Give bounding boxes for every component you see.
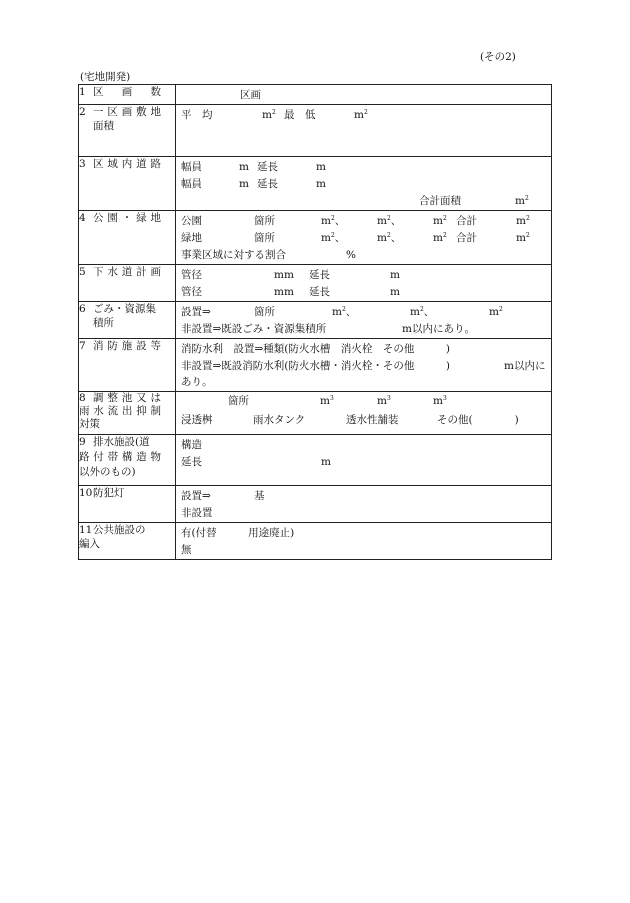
row-sewer [79, 265, 552, 302]
ratio-unit: % [346, 249, 356, 261]
row-public-facility [79, 523, 552, 560]
value-lot-count[interactable] [176, 85, 552, 105]
value-public-facility[interactable]: 有(付替 用途廃止) 無 [176, 523, 552, 560]
label-garbage: 6 ごみ・資源集 積所 [79, 302, 176, 339]
value-retention[interactable]: 箇所 $m^3$ $m^3$ $m^3$ 浸透桝 雨水タンク 透水性舗装 その他( ) [176, 392, 552, 435]
label-retention: 8 調整池又は 雨水流出抑制 対策 [79, 392, 176, 435]
row-retention [79, 392, 552, 435]
row-park-green [79, 211, 552, 265]
page-number: (その2) [480, 51, 516, 63]
value-fire-facilities[interactable]: 消防水利 設置⇒種類(防火水槽 消火栓 その他 ) 非設置⇒既設消防水利(防火水槽・消火栓・その他 ) m以内に あり。 [176, 339, 552, 392]
label-fire-facilities: 7 消防施設等 [79, 339, 176, 392]
avg-unit: $m^2$ [262, 109, 276, 121]
label-public-facility: 11公共施設の 編入 [79, 523, 176, 560]
row-lot-count [79, 85, 552, 105]
unit-lots: 区画 [240, 89, 261, 101]
row-internal-road [79, 157, 552, 211]
value-sewer[interactable]: 管径 mm 延長 m 管径 mm 延長 m [176, 265, 552, 302]
row-drainage [79, 435, 552, 486]
row-fire-facilities [79, 339, 552, 392]
value-internal-road[interactable]: 幅員 m 延長 m 幅員 m 延長 m 合計面積 $m^2$ [176, 157, 552, 211]
row-garbage [79, 302, 552, 339]
value-garbage[interactable]: 設置⇒ 箇所 $m^2$、 $m^2$、 $m^2$ 非設置⇒既設ごみ・資源集積所 m以内にあり。 [176, 302, 552, 339]
section-title: (宅地開発) [80, 71, 131, 83]
label-lot-count: 1 区 画 数 [79, 85, 176, 105]
label-security-light: 10防犯灯 [79, 486, 176, 523]
label-lot-area: 2 一区画敷地 面積 [79, 105, 176, 157]
row-security-light [79, 486, 552, 523]
avg-label: 平 均 [181, 109, 213, 121]
development-form-table [78, 84, 552, 560]
min-label: 最 低 [284, 109, 316, 121]
value-park-green[interactable]: 公園 箇所 $m^2$、 $m^2$、 $m^2$ 合計 $m^2$ 緑地 箇所 $m^2$、 $m^2$、 $m^2$ 合計 $m^2$ 事業区域に対する割合 % [176, 211, 552, 265]
label-sewer: 5 下水道計画 [79, 265, 176, 302]
label-internal-road: 3 区域内道路 [79, 157, 176, 211]
value-drainage[interactable]: 構造 延長 m [176, 435, 552, 486]
row-lot-area [79, 105, 552, 157]
min-unit: $m^2$ [354, 109, 368, 121]
value-lot-area[interactable] [176, 105, 552, 157]
total-area-unit: $m^2$ [515, 195, 529, 207]
label-park-green: 4 公園・緑地 [79, 211, 176, 265]
value-security-light[interactable]: 設置⇒ 基 非設置 [176, 486, 552, 523]
label-drainage: 9 排水施設(道 路付帯構造物 以外のもの) [79, 435, 176, 486]
total-area-label: 合計面積 [419, 195, 461, 207]
ratio-label: 事業区域に対する割合 [181, 249, 286, 261]
